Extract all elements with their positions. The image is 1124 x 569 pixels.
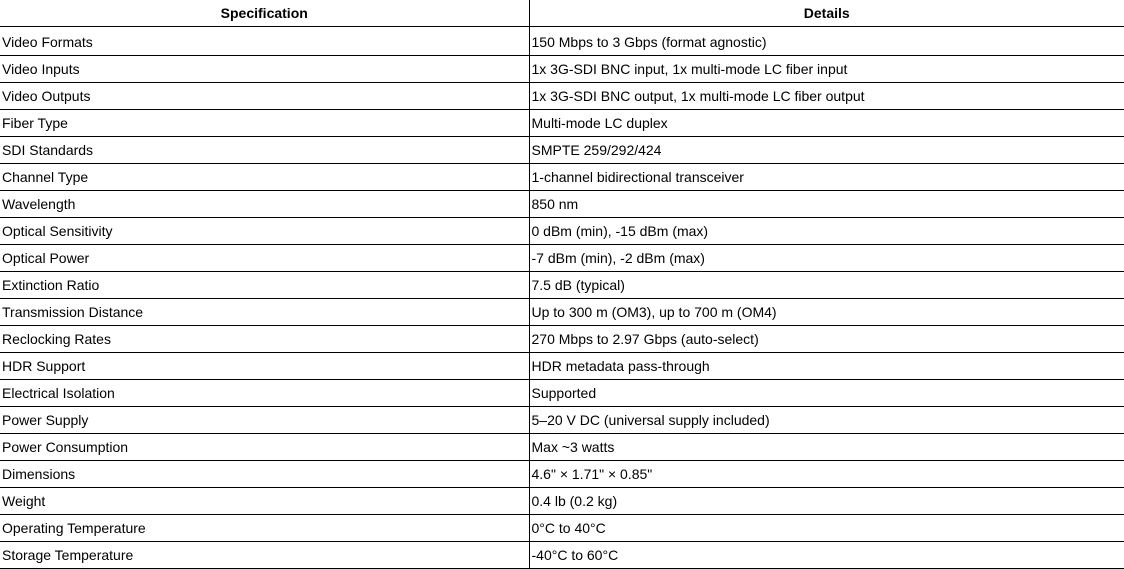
spec-details-cell: -7 dBm (min), -2 dBm (max) — [529, 245, 1124, 272]
spec-name-cell: Storage Temperature — [0, 542, 529, 569]
spec-name-cell: Video Inputs — [0, 56, 529, 83]
table-header — [0, 0, 1124, 27]
table-row — [0, 110, 1124, 137]
spec-name-cell: Channel Type — [0, 164, 529, 191]
spec-details-cell: Supported — [529, 380, 1124, 407]
spec-details-cell: 0.4 lb (0.2 kg) — [529, 488, 1124, 515]
spec-details-cell: 270 Mbps to 2.97 Gbps (auto-select) — [529, 326, 1124, 353]
spec-name-cell: Transmission Distance — [0, 299, 529, 326]
spec-details-cell: 1-channel bidirectional transceiver — [529, 164, 1124, 191]
spec-name-cell: Power Consumption — [0, 434, 529, 461]
spec-details-cell: 7.5 dB (typical) — [529, 272, 1124, 299]
spec-details-cell: Up to 300 m (OM3), up to 700 m (OM4) — [529, 299, 1124, 326]
table-row — [0, 380, 1124, 407]
table-row — [0, 245, 1124, 272]
spec-details-cell: 0 dBm (min), -15 dBm (max) — [529, 218, 1124, 245]
spec-name-cell: Extinction Ratio — [0, 272, 529, 299]
spec-details-cell: Max ~3 watts — [529, 434, 1124, 461]
table-row — [0, 56, 1124, 83]
spec-details-cell: HDR metadata pass-through — [529, 353, 1124, 380]
spec-name-cell: SDI Standards — [0, 137, 529, 164]
table-row — [0, 353, 1124, 380]
header-specification: Specification — [0, 0, 529, 27]
spec-details-cell: 850 nm — [529, 191, 1124, 218]
table-row — [0, 27, 1124, 56]
spec-name-cell: Reclocking Rates — [0, 326, 529, 353]
table-row — [0, 407, 1124, 434]
spec-details-cell: -40°C to 60°C — [529, 542, 1124, 569]
table-row — [0, 272, 1124, 299]
table-row — [0, 542, 1124, 569]
table-row — [0, 488, 1124, 515]
spec-name-cell: Video Outputs — [0, 83, 529, 110]
spec-details-cell: SMPTE 259/292/424 — [529, 137, 1124, 164]
table-row — [0, 461, 1124, 488]
spec-details-cell: 4.6" × 1.71" × 0.85" — [529, 461, 1124, 488]
spec-name-cell: Video Formats — [0, 27, 529, 56]
table-row — [0, 164, 1124, 191]
spec-name-cell: Dimensions — [0, 461, 529, 488]
spec-details-cell: 1x 3G-SDI BNC input, 1x multi-mode LC fiber input — [529, 56, 1124, 83]
table-row — [0, 299, 1124, 326]
spec-name-cell: Optical Power — [0, 245, 529, 272]
spec-name-cell: Operating Temperature — [0, 515, 529, 542]
spec-details-cell: 1x 3G-SDI BNC output, 1x multi-mode LC fiber output — [529, 83, 1124, 110]
spec-name-cell: Fiber Type — [0, 110, 529, 137]
spec-name-cell: Weight — [0, 488, 529, 515]
table-body — [0, 27, 1124, 569]
spec-name-cell: HDR Support — [0, 353, 529, 380]
header-row — [0, 0, 1124, 27]
spec-details-cell: 0°C to 40°C — [529, 515, 1124, 542]
spec-details-cell: Multi-mode LC duplex — [529, 110, 1124, 137]
table-row — [0, 326, 1124, 353]
spec-details-cell: 5–20 V DC (universal supply included) — [529, 407, 1124, 434]
spec-name-cell: Electrical Isolation — [0, 380, 529, 407]
header-details: Details — [529, 0, 1124, 27]
spec-details-cell: 150 Mbps to 3 Gbps (format agnostic) — [529, 27, 1124, 56]
table-row — [0, 83, 1124, 110]
table-row — [0, 515, 1124, 542]
table-row — [0, 191, 1124, 218]
table-row — [0, 434, 1124, 461]
spec-name-cell: Optical Sensitivity — [0, 218, 529, 245]
spec-name-cell: Wavelength — [0, 191, 529, 218]
table-row — [0, 218, 1124, 245]
table-row — [0, 137, 1124, 164]
spec-name-cell: Power Supply — [0, 407, 529, 434]
